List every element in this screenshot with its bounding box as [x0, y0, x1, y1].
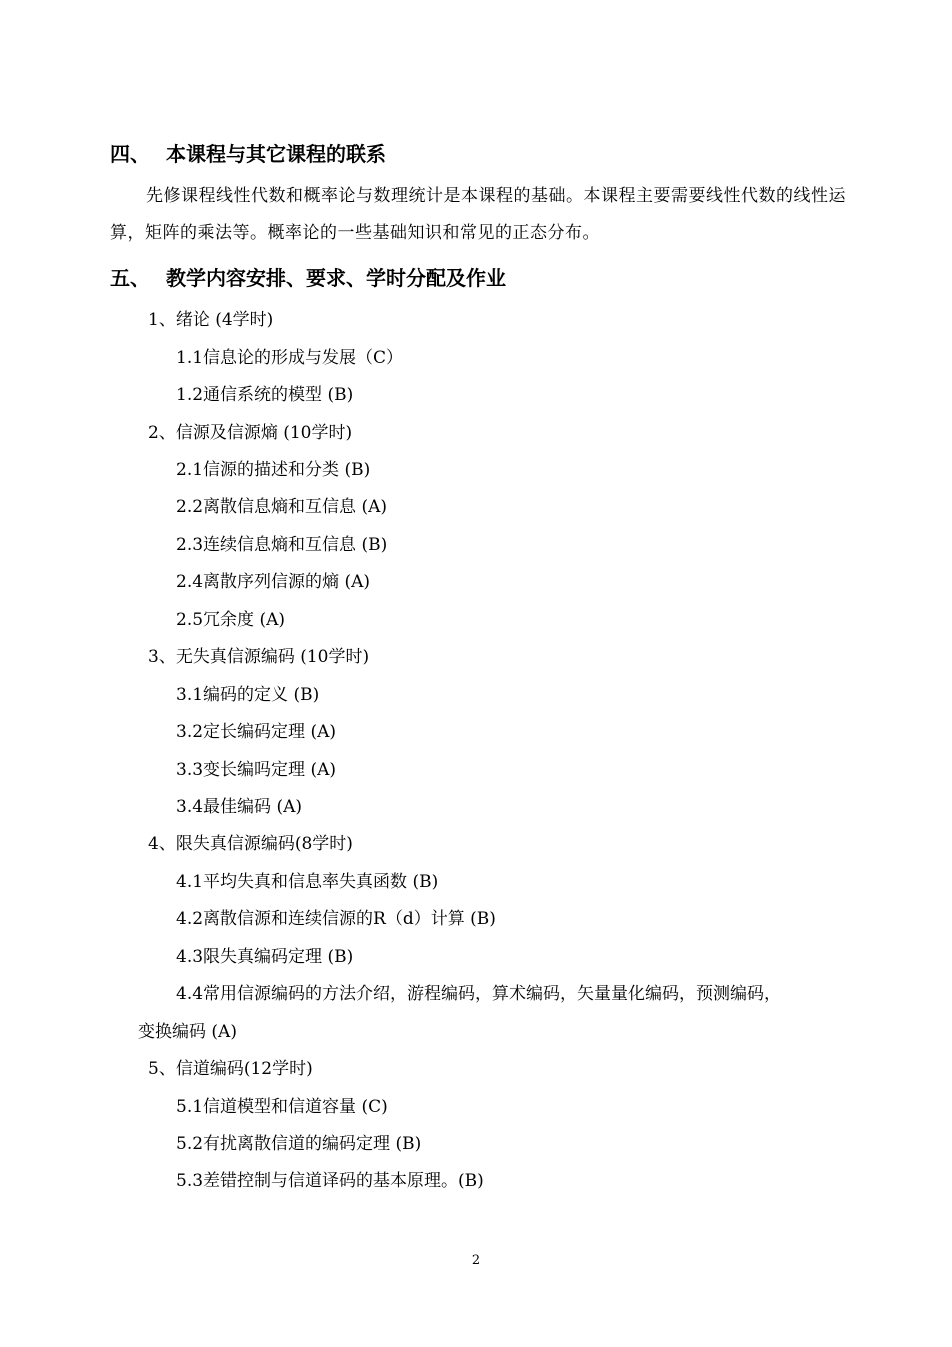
outline-item: 5.3差错控制与信道译码的基本原理。(B): [176, 1171, 484, 1191]
section-number: 四、: [110, 142, 150, 166]
outline-item: 2.3连续信息熵和互信息 (B): [176, 535, 388, 555]
outline-item: 4.4常用信源编码的方法介绍，游程编码，算术编码，矢量量化编码，预测编码，: [176, 984, 782, 1004]
outline-item: 2.1信源的描述和分类 (B): [176, 460, 371, 480]
section-number: 五、: [110, 266, 150, 290]
outline-item: 2.4离散序列信源的熵 (A): [176, 572, 370, 592]
outline-item: 2.5冗余度 (A): [176, 610, 285, 630]
outline-chapter: 4、限失真信源编码(8学时): [148, 834, 353, 854]
outline-item: 4.1平均失真和信息率失真函数 (B): [176, 872, 439, 892]
outline-chapter: 2、信源及信源熵 (10学时): [148, 423, 353, 443]
outline-item: 2.2离散信息熵和互信息 (A): [176, 497, 387, 517]
section-title: 本课程与其它课程的联系: [166, 142, 386, 166]
section-title: 教学内容安排、要求、学时分配及作业: [166, 266, 506, 290]
outline-chapter: 5、信道编码(12学时): [148, 1059, 313, 1079]
prerequisite-paragraph: 先修课程线性代数和概率论与数理统计是本课程的基础。本课程主要需要线性代数的线性运算，矩阵的乘法等。概率论的一些基础知识和常见的正态分布。: [110, 186, 846, 243]
section-heading-4: [110, 140, 386, 168]
outline-item: 1.1信息论的形成与发展（C）: [176, 348, 404, 368]
outline-item: 3.2定长编码定理 (A): [176, 722, 336, 742]
outline-item: 4.2离散信源和连续信源的R（d）计算 (B): [176, 909, 496, 929]
outline-item: 1.2通信系统的模型 (B): [176, 385, 354, 405]
outline-item: 5.1信道模型和信道容量 (C): [176, 1097, 388, 1117]
outline-item: 3.4最佳编码 (A): [176, 797, 302, 817]
outline-item: 3.1编码的定义 (B): [176, 685, 320, 705]
outline-item-continuation: 变换编码 (A): [138, 1022, 237, 1042]
section-heading-5: [110, 264, 506, 292]
outline-chapter: 3、无失真信源编码 (10学时): [148, 647, 370, 667]
outline-chapter: 1、绪论 (4学时): [148, 310, 274, 330]
outline-item: 4.3限失真编码定理 (B): [176, 947, 354, 967]
outline-item: 5.2有扰离散信道的编码定理 (B): [176, 1134, 422, 1154]
page-number: 2: [471, 1253, 481, 1268]
outline-item: 3.3变长编吗定理 (A): [176, 760, 336, 780]
